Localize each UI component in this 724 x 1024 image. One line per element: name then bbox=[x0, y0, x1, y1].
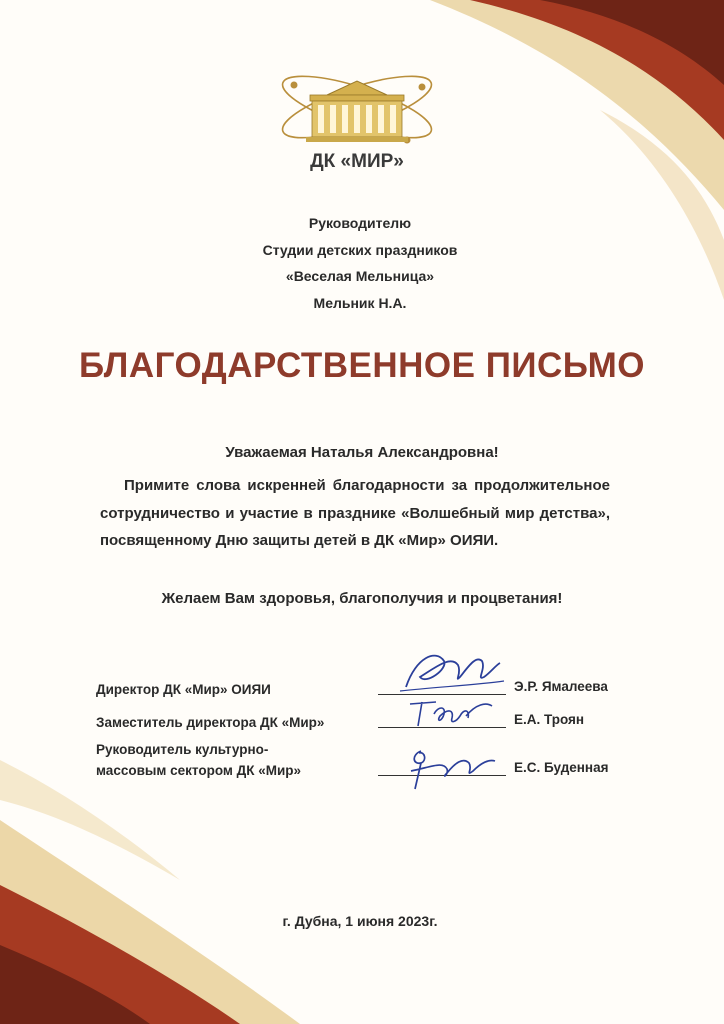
handwritten-signature-icon bbox=[391, 741, 506, 793]
signature-role bbox=[96, 739, 386, 781]
place-date: г. Дубна, 1 июня 2023г. bbox=[282, 913, 438, 929]
addressee-line: «Веселая Мельница» bbox=[285, 268, 435, 284]
addressee-line: Студии детских праздников bbox=[262, 241, 458, 258]
signature-name: Е.А. Троян bbox=[514, 712, 585, 727]
addressee-line: Мельник Н.А. bbox=[313, 294, 407, 311]
signature-name: Э.Р. Ямалеева bbox=[514, 679, 608, 694]
wishes-line: Желаем Вам здоровья, благополучия и процветания! bbox=[161, 590, 563, 607]
signature-role: Директор ДК «Мир» ОИЯИ bbox=[96, 682, 271, 697]
signature-role-line: Руководитель культурно- bbox=[96, 742, 269, 757]
signature-name: Е.С. Буденная bbox=[514, 760, 609, 775]
salutation: Уважаемая Наталья Александровна! bbox=[225, 444, 499, 461]
addressee-block bbox=[160, 210, 560, 316]
letter-body: Примите слова искренней благодарности за продолжительное сотрудничество и участие в празднике «Волшебный мир детства», посвященному Дню защиты детей в ДК «Мир» ОИЯИ. bbox=[100, 477, 610, 549]
logo-text: ДК «МИР» bbox=[310, 151, 404, 172]
document-title: БЛАГОДАРСТВЕННОЕ ПИСЬМО bbox=[79, 346, 645, 385]
addressee-line: Руководителю bbox=[308, 215, 412, 231]
handwritten-signature-icon bbox=[396, 694, 506, 734]
dk-mir-logo bbox=[272, 55, 442, 190]
signature-role-line: массовым сектором ДК «Мир» bbox=[96, 763, 302, 778]
building-atom-logo-icon bbox=[272, 55, 442, 150]
signature-role: Заместитель директора ДК «Мир» bbox=[96, 715, 325, 730]
handwritten-signature-icon bbox=[396, 647, 506, 699]
